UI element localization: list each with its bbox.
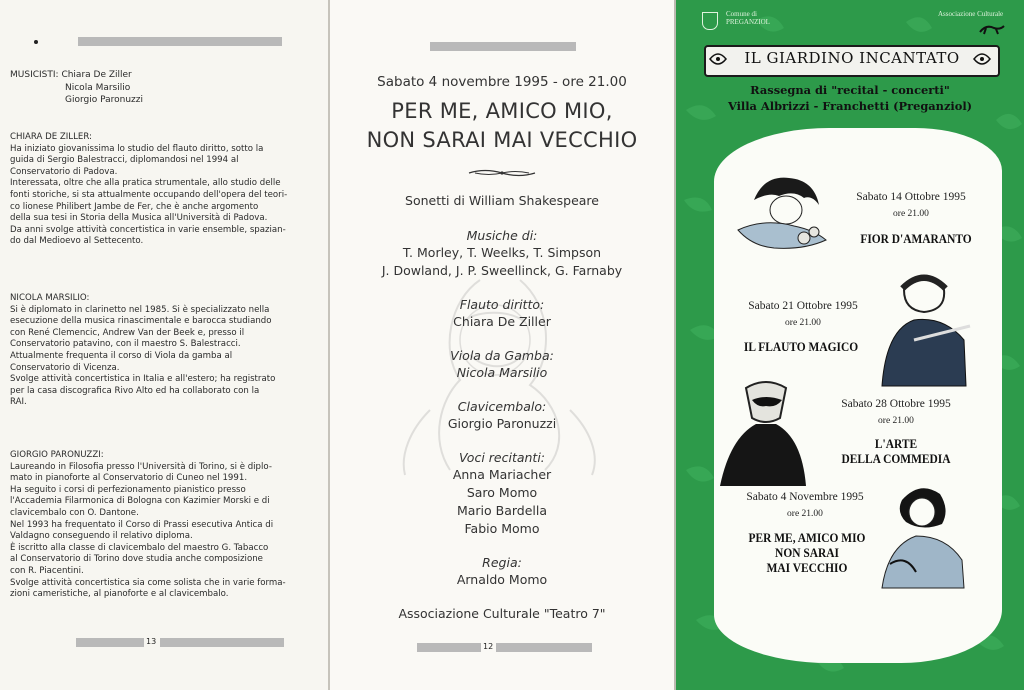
event-title-line: PER ME, AMICO MIO, [391, 99, 613, 123]
event-title-line: PER ME, AMICO MIO [748, 530, 866, 545]
bio-line: Da anni svolge attività concertistica in varie ensemble, spazian- [10, 224, 286, 235]
musician-name: Giorgio Paronuzzi [65, 95, 144, 105]
bio-line: clavicembalo con O. Dantone. [10, 507, 139, 518]
composers-line: J. Dowland, J. P. Sweellinck, G. Farnaby [381, 263, 623, 278]
subtitle: Sonetti di William Shakespeare [405, 193, 599, 208]
musicians-list [10, 69, 143, 107]
bio-line: esecuzione della musica rinascimentale e barocca studiando [10, 316, 272, 327]
credit-name: Fabio Momo [464, 521, 540, 536]
cover-page [676, 0, 1024, 690]
bio-line: Svolge attività concertistica in Italia e all'estero; ha registrato [10, 374, 276, 385]
bio-line: Conservatorio di Vicenza. [10, 362, 120, 373]
credit-name: Anna Mariacher [452, 467, 552, 482]
credit-name: Mario Bardella [456, 503, 548, 518]
bio-line: con René Clemencic, Andrew Van der Beek e, presso il [10, 327, 245, 338]
credit-role: Voci recitanti: [458, 450, 546, 465]
event-title-line: IL FLAUTO MAGICO [743, 339, 859, 354]
bio-line: l'Accademia Filarmonica di Bologna con Kazimier Morski e di [10, 496, 270, 507]
credit-role: Clavicembalo: [457, 399, 547, 414]
bio-line: zioni cameristiche, al pianoforte e al clavicembalo. [10, 589, 229, 600]
bio-line: della sua tesi in Storia della Musica all'Università di Padova. [10, 213, 268, 224]
credit-role: Flauto diritto: [459, 297, 545, 312]
credit-name: Chiara De Ziller [453, 314, 551, 329]
venue-line: Villa Albrizzi - Franchetti (Preganziol) [727, 99, 973, 113]
event-date: Sabato 28 Ottobre 1995 [841, 398, 951, 410]
bio-line: È iscritto alla classe di clavicembalo del maestro G. Tabacco [10, 542, 269, 553]
event-time: ore 21.00 [893, 209, 929, 219]
top-left-label [726, 10, 770, 26]
event-date: Sabato 4 novembre 1995 - ore 21.00 [377, 74, 627, 90]
bio-line: mato in pianoforte al Conservatorio di Cuneo nel 1991. [10, 473, 248, 484]
event-date: Sabato 14 Ottobre 1995 [856, 191, 966, 203]
bio-line: co lionese Philibert Jambe de Fer, che è anche argomento [10, 201, 259, 212]
bio-line: guida di Sergio Balestracci, diplomandosi nel 1994 al [10, 155, 239, 166]
header-bar [78, 37, 282, 46]
association-top-label: Associazione Culturale [938, 10, 1004, 18]
young-woman-illustration [876, 480, 968, 590]
bio-line: Si è diplomato in clarinetto nel 1985. Si è specializzato nella [10, 304, 270, 315]
ornament-divider-icon [467, 168, 537, 178]
coat-of-arms-icon [702, 12, 718, 30]
bio-marsilio [10, 293, 292, 409]
credit-role: Viola da Gamba: [450, 348, 554, 363]
association-name: Associazione Culturale "Teatro 7" [398, 606, 606, 621]
bio-line: per la casa discografica Rivo Alto ed ha collaborato con la [10, 385, 260, 396]
event-date: Sabato 4 Novembre 1995 [746, 491, 864, 503]
credit-name: Arnaldo Momo [456, 572, 548, 587]
lizard-logo-icon [978, 22, 1006, 36]
event-time: ore 21.00 [878, 416, 914, 426]
event-time: ore 21.00 [785, 318, 821, 328]
page-12 [330, 0, 674, 690]
event-title [817, 436, 975, 466]
page-number: 13 [146, 637, 157, 646]
bio-line: Conservatorio di Padova. [10, 166, 118, 177]
page-number: 12 [483, 642, 494, 651]
header-bar [430, 42, 576, 51]
footer-bar-right [160, 638, 284, 647]
bio-heading: NICOLA MARSILIO: [10, 293, 90, 303]
credit-name: Saro Momo [466, 485, 538, 500]
credit-name: Nicola Marsilio [456, 365, 548, 380]
festival-title: IL GIARDINO INCANTATO [744, 49, 960, 67]
event-title-line: NON SARAI MAI VECCHIO [366, 128, 638, 152]
bio-line: Ha seguito i corsi di perfezionamento pianistico presso [10, 484, 246, 495]
bio-line: Attualmente frequenta il corso di Viola da gamba al [10, 350, 233, 361]
event-title-line: L'ARTE [874, 436, 918, 451]
musician-name: Nicola Marsilio [65, 82, 131, 93]
page-dot [34, 40, 38, 44]
bio-line: do dal Medioevo al Settecento. [10, 236, 144, 247]
musician-name: Chiara De Ziller [61, 70, 132, 80]
rassegna-line: Rassegna di "recital - concerti" [750, 83, 950, 97]
event-title [837, 231, 995, 246]
bio-line: al Conservatorio di Torino dove studia anche composizione [10, 554, 263, 565]
comune-name: PREGANZIOL [726, 18, 770, 26]
woman-flowers-illustration [734, 170, 834, 260]
bio-de-ziller [10, 132, 292, 248]
musicians-label: MUSICISTI: [10, 70, 59, 80]
event-title [726, 339, 876, 354]
bio-line: fonti storiche, si sta attualmente occupando dell'opera del teori- [10, 189, 288, 200]
bio-paronuzzi [10, 450, 292, 601]
bio-heading: CHIARA DE ZILLER: [10, 132, 92, 142]
footer-bar-right [496, 643, 592, 652]
footer-bar-left [417, 643, 481, 652]
composers-line: T. Morley, T. Weelks, T. Simpson [402, 245, 602, 260]
event-title-line: NON SARAI [775, 545, 839, 560]
bio-line: Conservatorio patavino, con il maestro S. Balestracci. [10, 339, 241, 350]
credit-name: Giorgio Paronuzzi [447, 416, 557, 431]
footer-bar-left [76, 638, 144, 647]
page-13 [0, 0, 328, 690]
event-title [732, 530, 882, 575]
bio-line: Interessata, oltre che alla pratica strumentale, allo studio delle [10, 178, 281, 189]
event-time: ore 21.00 [787, 509, 823, 519]
event-date: Sabato 21 Ottobre 1995 [748, 300, 858, 312]
event-title-line: MAI VECCHIO [766, 560, 848, 575]
bio-heading: GIORGIO PARONUZZI: [10, 450, 104, 460]
bio-line: Nel 1993 ha frequentato il Corso di Prassi esecutiva Antica di [10, 519, 274, 530]
event-title-line: FIOR D'AMARANTO [860, 231, 972, 246]
bio-line: con R. Piacentini. [10, 565, 84, 576]
event-title-line: DELLA COMMEDIA [841, 451, 951, 466]
comune-label: Comune di [726, 10, 757, 18]
credit-role: Regia: [482, 555, 522, 570]
music-label: Musiche di: [466, 228, 538, 243]
bio-line: Ha iniziato giovanissima lo studio del flauto diritto, sotto la [10, 143, 264, 154]
bio-line: Valdagno conseguendo il relativo diploma. [10, 531, 193, 542]
flute-player-illustration [874, 270, 974, 388]
masked-figure-illustration [716, 378, 808, 488]
bio-line: RAI. [10, 397, 27, 408]
bio-line: Laureando in Filosofia presso l'Università di Torino, si è diplo- [10, 461, 272, 472]
bio-line: Svolge attività concertistica sia come solista che in varie forma- [10, 577, 286, 588]
